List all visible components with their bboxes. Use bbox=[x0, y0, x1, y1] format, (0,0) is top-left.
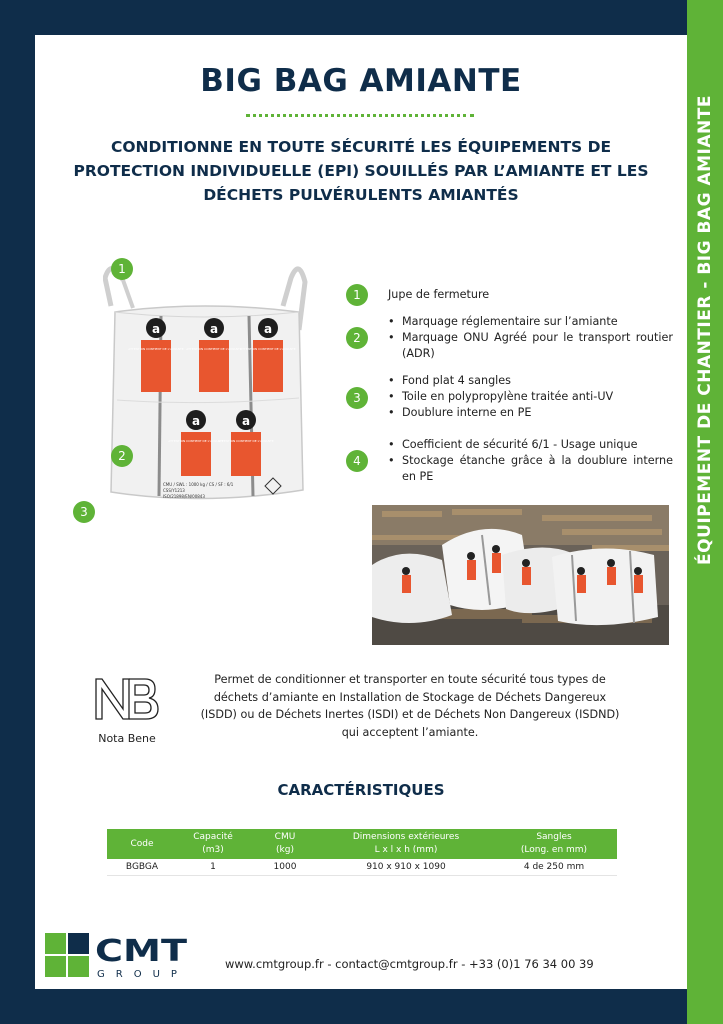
image-marker-1: 1 bbox=[111, 258, 133, 280]
feature-bullet: • Stockage étanche grâce à la doublure interne en PE bbox=[388, 453, 673, 485]
bags-on-pallets-photo bbox=[372, 505, 669, 645]
svg-text:GROUP: GROUP bbox=[97, 969, 188, 980]
svg-text:ATTENTION CONTIENT DE L'AMIANT: ATTENTION CONTIENT DE L'AMIANTE bbox=[128, 347, 184, 351]
svg-text:a: a bbox=[263, 322, 273, 336]
feature-number-1: 1 bbox=[346, 284, 368, 306]
svg-text:a: a bbox=[209, 322, 219, 336]
cmt-group-logo bbox=[45, 931, 190, 981]
title-divider bbox=[246, 114, 474, 117]
sidebar-band bbox=[687, 0, 723, 1024]
svg-text:ATTENTION CONTIENT DE L'AMIANT: ATTENTION CONTIENT DE L'AMIANTE bbox=[218, 439, 274, 443]
table-cell: 4 de 250 mm bbox=[491, 859, 617, 876]
feature-number-4: 4 bbox=[346, 450, 368, 472]
feature-2 bbox=[388, 314, 673, 362]
svg-text:a: a bbox=[241, 414, 251, 428]
feature-bullet: • Fond plat 4 sangles bbox=[388, 373, 673, 389]
sidebar-title: ÉQUIPEMENT DE CHANTIER - BIG BAG AMIANTE bbox=[695, 95, 715, 565]
svg-text:a: a bbox=[151, 322, 161, 336]
feature-text: Jupe de fermeture bbox=[388, 288, 490, 301]
svg-text:CMT: CMT bbox=[95, 934, 188, 969]
feature-bullet: • Marquage réglementaire sur l’amiante bbox=[388, 314, 673, 330]
column-header: CMU (kg) bbox=[249, 829, 321, 859]
column-header: Code bbox=[107, 829, 177, 859]
feature-bullet: • Toile en polypropylène traitée anti-UV bbox=[388, 389, 673, 405]
big-bag-illustration bbox=[103, 260, 308, 512]
feature-4 bbox=[388, 437, 673, 485]
image-marker-3: 3 bbox=[73, 501, 95, 523]
svg-text:CSS/Y1213: CSS/Y1213 bbox=[163, 488, 185, 493]
column-header: Dimensions extérieures L x l x h (mm) bbox=[321, 829, 491, 859]
nota-bene-label: Nota Bene bbox=[98, 732, 156, 745]
svg-text:a: a bbox=[191, 414, 201, 428]
svg-text:ATTENTION CONTIENT DE L'AMIANT: ATTENTION CONTIENT DE L'AMIANTE bbox=[240, 347, 296, 351]
table-cell: 1 bbox=[177, 859, 249, 876]
feature-bullet: • Coefficient de sécurité 6/1 - Usage unique bbox=[388, 437, 673, 453]
svg-text:ATTENTION CONTIENT DE L'AMIANT: ATTENTION CONTIENT DE L'AMIANTE bbox=[168, 439, 224, 443]
page-sheet bbox=[35, 35, 687, 989]
table-cell: 1000 bbox=[249, 859, 321, 876]
svg-text:ISO/21898/EN/00843: ISO/21898/EN/00843 bbox=[163, 494, 205, 499]
feature-1 bbox=[388, 287, 673, 303]
page-subtitle: CONDITIONNE EN TOUTE SÉCURITÉ LES ÉQUIPEMENTS DE PROTECTION INDIVIDUELLE (EPI) SOUILLÉS PAR L’AMIANTE ET LES DÉCHETS PULVÉRULENTS AMIANTÉS bbox=[73, 138, 649, 204]
characteristics-title: CARACTÉRISTIQUES bbox=[277, 781, 445, 799]
nota-bene-text: Permet de conditionner et transporter en toute sécurité tous types de déchets d’amiante en Installation de Stockage de Déchets Dangereux (ISDD) ou de Déchets Inertes (ISDI) et de Déchets Non Dangereux (ISDND) qui acceptent l’amiante. bbox=[200, 673, 620, 739]
page-title: BIG BAG AMIANTE bbox=[200, 63, 522, 99]
table-cell: 910 x 910 x 1090 bbox=[321, 859, 491, 876]
feature-number-2: 2 bbox=[346, 327, 368, 349]
column-header: Sangles (Long. en mm) bbox=[491, 829, 617, 859]
table-header-row bbox=[107, 829, 617, 859]
characteristics-table bbox=[107, 829, 617, 876]
feature-bullet: • Marquage ONU Agréé pour le transport routier (ADR) bbox=[388, 330, 673, 362]
table-row bbox=[107, 859, 617, 876]
feature-bullet: • Doublure interne en PE bbox=[388, 405, 673, 421]
feature-3 bbox=[388, 373, 673, 421]
feature-number-3: 3 bbox=[346, 387, 368, 409]
nota-bene-logo bbox=[93, 675, 161, 721]
table-cell: BGBGA bbox=[107, 859, 177, 876]
footer-contact: www.cmtgroup.fr - contact@cmtgroup.fr - +33 (0)1 76 34 00 39 bbox=[225, 957, 594, 971]
svg-text:CMU / SWL : 1000 kg / CS / SF: CMU / SWL : 1000 kg / CS / SF : 6/1 bbox=[163, 482, 234, 487]
image-marker-2: 2 bbox=[111, 445, 133, 467]
svg-text:ATTENTION CONTIENT DE L'AMIANT: ATTENTION CONTIENT DE L'AMIANTE bbox=[186, 347, 242, 351]
column-header: Capacité (m3) bbox=[177, 829, 249, 859]
